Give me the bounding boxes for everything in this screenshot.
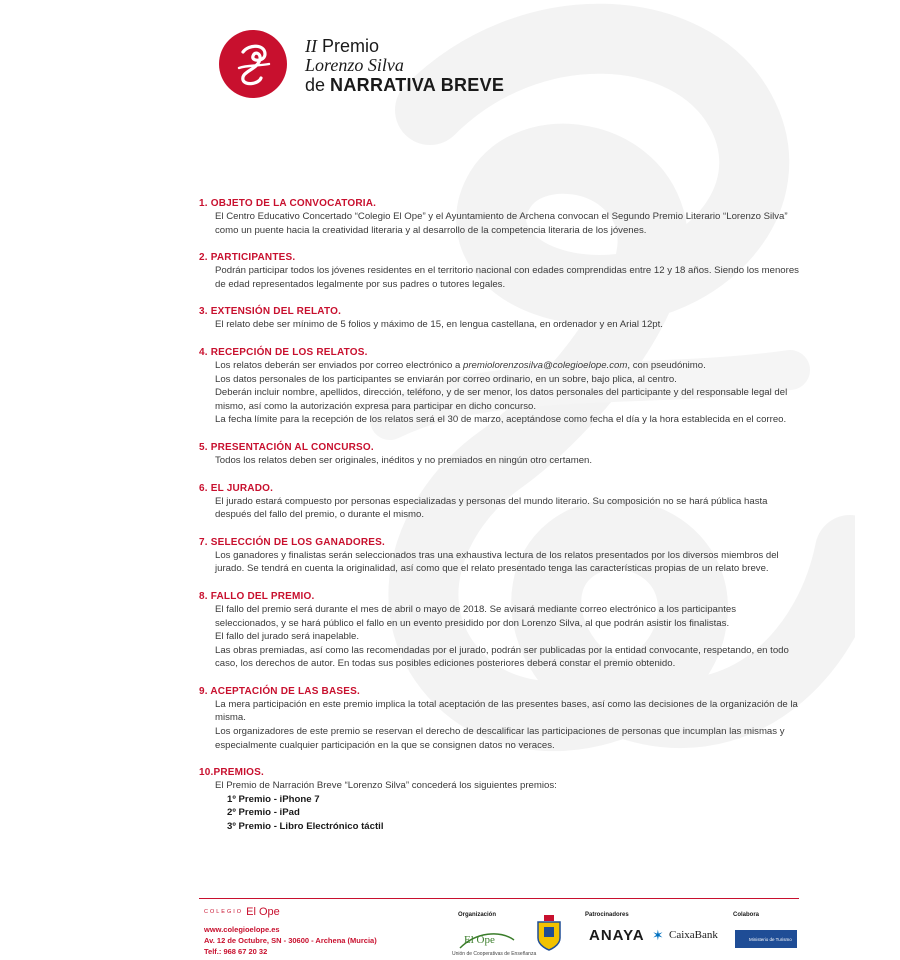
bases-content xyxy=(199,197,799,848)
organizer-subtext: Unión de Cooperativas de Enseñanza xyxy=(452,951,537,957)
paragraph: Deberán incluir nombre, apellidos, dirección, teléfono, y de ser menor, los datos personales del participante y del responsable legal del mismo, así como la autorización expresa para participar en dicho concurso. xyxy=(215,387,788,412)
section-recepcion xyxy=(199,346,799,427)
paragraph xyxy=(215,359,799,373)
section-title: 2. PARTICIPANTES. xyxy=(199,252,296,264)
premio-logo xyxy=(219,30,287,98)
school-logo xyxy=(204,906,280,918)
paragraph: El relato debe ser mínimo de 5 folios y máximo de 15, en lengua castellana, en ordenador y en Arial 12pt. xyxy=(215,319,663,331)
paragraph: La mera participación en este premio implica la total aceptación de las presentes bases, así como las decisiones de la organización de la misma. xyxy=(215,698,798,724)
section-title: 10.PREMIOS. xyxy=(199,767,264,779)
patrocinadores-label: Patrocinadores xyxy=(585,912,629,918)
paragraph: La fecha límite para la recepción de los relatos será el 30 de marzo, aceptándose como fecha el día y la hora establecida en el correo. xyxy=(215,414,787,426)
paragraph: Podrán participar todos los jóvenes residentes en el territorio nacional con edades comprendidas entre 12 y 18 años. Siendo los menores de edad representados legalmente por sus padres o tutores legales. xyxy=(215,265,799,290)
organizer-logo-text: El Ope xyxy=(464,934,495,946)
paragraph: Los datos personales de los participantes se enviarán por correo ordinario, en un sobre, bajo plica, al centro. xyxy=(215,373,677,385)
email-link[interactable]: premiolorenzosilva@colegioelope.com xyxy=(462,359,628,371)
premio-word: Premio xyxy=(322,36,380,56)
section-title: 1. OBJETO DE LA CONVOCATORIA. xyxy=(199,198,377,209)
address: Av. 12 de Octubre, SN - 30600 - Archena (Murcia) xyxy=(204,936,377,945)
colabora-logo-text: Ministerio de Turismo xyxy=(749,936,792,942)
contact-info xyxy=(204,924,377,957)
section-title: 5. PRESENTACIÓN AL CONCURSO. xyxy=(199,441,374,453)
school-name: El Ope xyxy=(246,906,280,918)
right-margin xyxy=(855,0,900,960)
caixabank-star-icon: ✶ xyxy=(652,927,664,943)
title-line-1 xyxy=(305,36,504,56)
colabora-label: Colabora xyxy=(733,912,760,918)
prize-item: 1º Premio - iPhone 7 xyxy=(227,793,320,805)
paragraph: Los ganadores y finalistas serán seleccionados tras una exhaustiva lectura de los relatos presentados por los diversos miembros del jurado. Se tendrá en cuenta la originalidad, así como que el relato presentado tenga las características propias de un relato breve. xyxy=(215,549,779,575)
section-title: 4. RECEPCIÓN DE LOS RELATOS. xyxy=(199,346,368,358)
ls-monogram-icon xyxy=(227,38,279,90)
phone: Telf.: 968 67 20 32 xyxy=(204,947,268,956)
anaya-logo: ANAYA xyxy=(589,927,645,944)
section-jurado xyxy=(199,482,799,522)
prize-item: 3º Premio - Libro Electrónico táctil xyxy=(227,821,384,833)
paragraph: El Premio de Narración Breve “Lorenzo Silva” concederá los siguientes premios: xyxy=(215,780,557,792)
paragraph: El jurado estará compuesto por personas especializadas y personas del mundo literario. Su composición no se hará pública hasta después del fallo del premio, o durante el mismo. xyxy=(215,495,768,521)
website-link[interactable]: www.colegioelope.es xyxy=(204,925,280,934)
prize-item: 2º Premio - iPad xyxy=(227,807,300,819)
section-fallo xyxy=(199,590,799,671)
section-objeto xyxy=(199,197,799,237)
paragraph: Todos los relatos deben ser originales, inéditos y no premiados en ningún otro certamen. xyxy=(215,454,593,466)
school-prefix: COLEGIO xyxy=(204,909,244,916)
section-title: 7. SELECCIÓN DE LOS GANADORES. xyxy=(199,536,386,548)
section-title: 9. ACEPTACIÓN DE LAS BASES. xyxy=(199,685,360,697)
archena-shield-icon xyxy=(535,914,563,952)
section-title: 3. EXTENSIÓN DEL RELATO. xyxy=(199,306,342,318)
page-title xyxy=(305,36,504,96)
section-premios xyxy=(199,766,799,833)
section-seleccion xyxy=(199,536,799,576)
category: NARRATIVA BREVE xyxy=(330,75,505,95)
footer-divider xyxy=(199,898,799,899)
section-participantes xyxy=(199,251,799,291)
section-extension xyxy=(199,305,799,332)
section-presentacion xyxy=(199,441,799,468)
text-before-email: Los relatos deberán ser enviados por correo electrónico a xyxy=(215,359,463,371)
paragraph: Los organizadores de este premio se reservan el derecho de descalificar las participaciones de personas que incumplan las mismas y especialmente cualquier participación en la que se consignen datos no veraces. xyxy=(215,726,785,751)
organizer-logo xyxy=(456,928,518,952)
paragraph: El fallo del jurado será inapelable. xyxy=(215,631,359,643)
de-word: de xyxy=(305,75,326,95)
section-aceptacion xyxy=(199,685,799,752)
paragraph: El fallo del premio será durante el mes de abril o mayo de 2018. Se avisará mediante correo electrónico a los participantes seleccionados, y se hará público el fallo en un evento presidido por don Lorenzo Silva, al que podrán asistir los finalistas. xyxy=(215,603,737,629)
section-title: 6. EL JURADO. xyxy=(199,482,274,494)
paragraph: Las obras premiadas, así como las recomendadas por el jurado, podrán ser publicadas por la entidad convocante, respetando, en todo caso, los derechos de autor. En todas sus posibles ediciones posteriores deberá constar el premio obtenido. xyxy=(215,644,789,670)
edition: II xyxy=(305,36,317,56)
caixabank-logo: CaixaBank xyxy=(669,929,718,941)
section-title: 8. FALLO DEL PREMIO. xyxy=(199,590,315,602)
text-after-email: , con pseudónimo. xyxy=(627,359,706,371)
author-name: Lorenzo Silva xyxy=(305,55,404,75)
organizacion-label: Organización xyxy=(458,912,497,918)
colabora-logo xyxy=(735,930,797,948)
paragraph: El Centro Educativo Concertado “Colegio El Ope” y el Ayuntamiento de Archena convocan el Segundo Premio Literario “Lorenzo Silva” como un puente hacia la creatividad literaria y al desarrollo de la competencia literaria de los jóvenes. xyxy=(215,211,788,236)
title-line-3 xyxy=(305,74,504,96)
